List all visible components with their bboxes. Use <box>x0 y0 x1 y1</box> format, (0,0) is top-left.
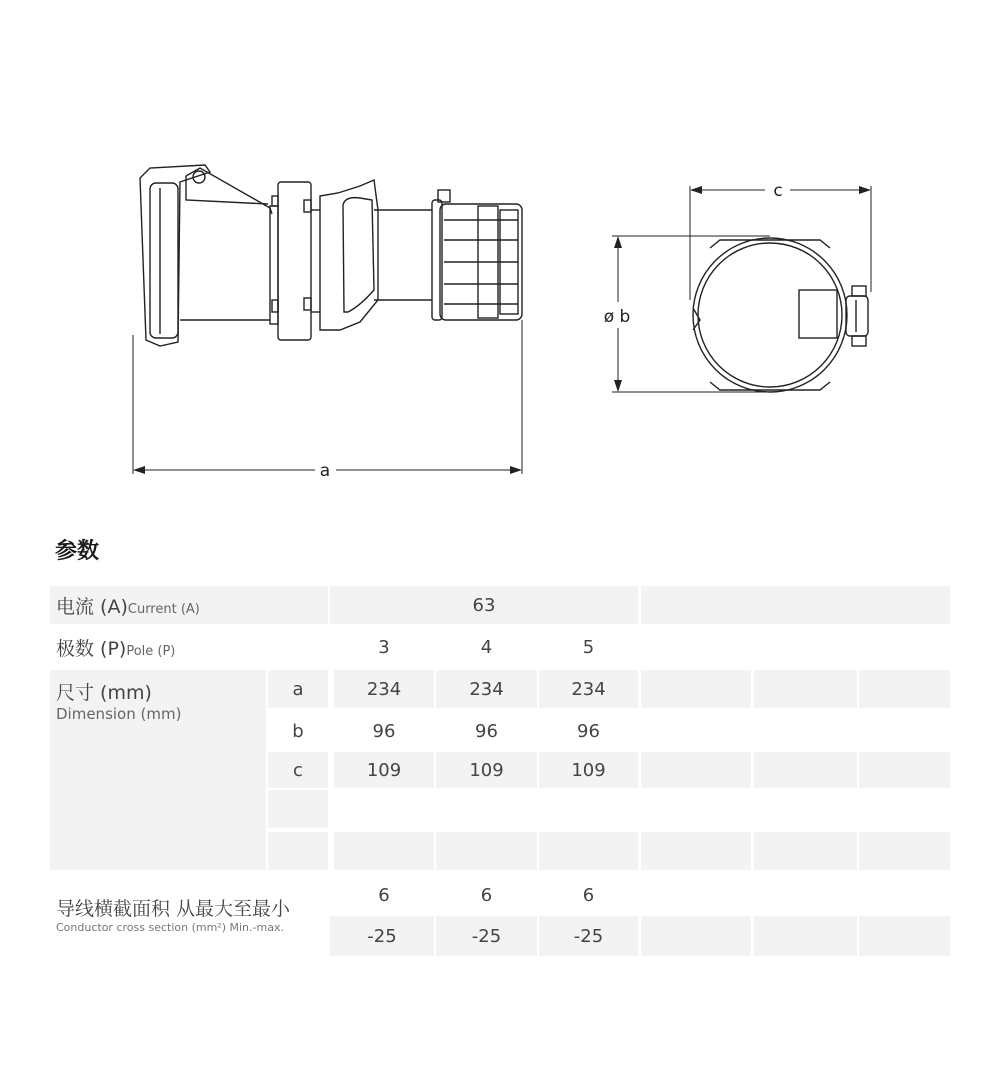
conductor-max-value: -25 <box>330 916 434 956</box>
pole-value: 3 <box>378 636 390 658</box>
conductor-max-value: -25 <box>436 916 537 956</box>
dimension-key: a <box>268 670 328 708</box>
dimension-value: 234 <box>539 670 638 708</box>
current-label-cn: 电流 (A) <box>56 596 128 618</box>
current-label <box>50 586 328 624</box>
pole-label-cn: 极数 (P) <box>56 638 127 660</box>
dimension-value: 109 <box>436 752 537 788</box>
dimension-a-line <box>133 320 522 474</box>
dimension-value: 234 <box>334 670 434 708</box>
conductor-min-value: 6 <box>480 884 493 906</box>
empty-cell <box>641 916 751 956</box>
dimension-label-en: Dimension (mm) <box>56 705 182 723</box>
current-empty <box>641 586 950 624</box>
empty-cell <box>268 790 328 828</box>
dimension-value: 96 <box>475 720 498 742</box>
conductor-label-cn: 导线横截面积 从最大至最小 <box>56 898 291 920</box>
pole-label-en: Pole (P) <box>126 644 176 659</box>
dimension-value: 109 <box>334 752 434 788</box>
empty-cell <box>334 832 434 870</box>
dimension-key: c <box>268 752 328 788</box>
conductor-max-value: -25 <box>539 916 638 956</box>
empty-cell <box>754 670 857 708</box>
dimension-value: 96 <box>372 720 396 742</box>
empty-cell <box>641 832 751 870</box>
conductor-min-value: 6 <box>582 884 595 906</box>
dimension-label <box>50 670 266 870</box>
side-view-sleeve <box>320 180 432 330</box>
current-label-en: Current (A) <box>127 602 200 617</box>
dimension-c-label: c <box>773 181 783 201</box>
pole-label <box>50 628 328 666</box>
empty-cell <box>859 916 950 956</box>
dimension-label-cn: 尺寸 (mm) <box>56 682 152 704</box>
side-view-front-cover <box>140 165 272 346</box>
section-title: 参数 <box>55 539 100 564</box>
pole-value: 5 <box>582 636 595 658</box>
empty-cell <box>641 670 751 708</box>
conductor-label <box>50 892 330 952</box>
empty-cell <box>859 752 950 788</box>
empty-cell <box>754 832 857 870</box>
side-view-gland <box>432 190 522 320</box>
dimension-a-label: a <box>319 461 331 481</box>
product-technical-drawing <box>0 0 1001 500</box>
dimension-value: 234 <box>436 670 537 708</box>
side-view-flange <box>270 182 320 340</box>
dimension-value: 96 <box>577 720 600 742</box>
empty-cell <box>754 752 857 788</box>
empty-cell <box>436 832 537 870</box>
empty-cell <box>268 832 328 870</box>
empty-cell <box>859 670 950 708</box>
conductor-min-value: 6 <box>378 884 390 906</box>
empty-cell <box>859 832 950 870</box>
conductor-label-en: Conductor cross section (mm²) Min.-max. <box>56 921 284 934</box>
front-view-body <box>693 238 868 392</box>
empty-cell <box>641 752 751 788</box>
empty-cell <box>754 916 857 956</box>
empty-cell <box>539 832 638 870</box>
dimension-key: b <box>292 720 304 742</box>
current-value: 63 <box>330 586 638 624</box>
dimension-b-label: ø b <box>603 307 631 327</box>
dimension-value: 109 <box>539 752 638 788</box>
pole-value: 4 <box>480 636 493 658</box>
